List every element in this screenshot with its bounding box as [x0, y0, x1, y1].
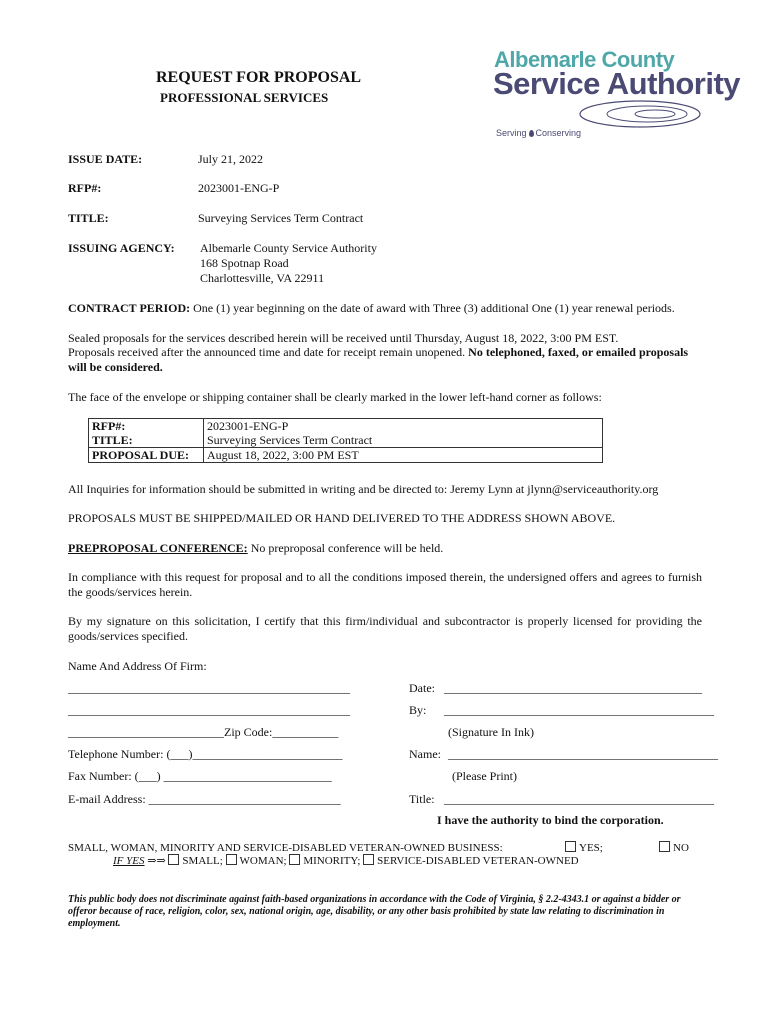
- box-title-text: Surveying Services Term Contract: [207, 433, 373, 447]
- box-rfp-label: [89, 419, 204, 448]
- logo-tagline-conserving: Conserving: [535, 128, 582, 138]
- agency-name: Albemarle County Service Authority: [200, 241, 377, 255]
- box-title-label-text: TITLE:: [92, 433, 133, 447]
- certify-text: By my signature on this solicitation, I certify that this firm/individual and subcontractor is properly licensed for providing the goods/services specified.: [68, 614, 702, 643]
- box-due-value: August 18, 2022, 3:00 PM EST: [204, 448, 603, 463]
- sdv-checkbox[interactable]: [363, 854, 374, 865]
- sealed-line2: [68, 345, 708, 375]
- shipped-text: PROPOSALS MUST BE SHIPPED/MAILED OR HAND DELIVERED TO THE ADDRESS SHOWN ABOVE.: [68, 511, 616, 525]
- woman-checkbox[interactable]: [226, 854, 237, 865]
- agency-city: Charlottesville, VA 22911: [200, 271, 325, 285]
- title-field[interactable]: _____________________________________________: [444, 792, 714, 806]
- preproposal: [68, 541, 443, 556]
- sealed-line1: Sealed proposals for the services described herein will be received until Thursday, August 18, 2022, 3:00 PM EST.: [68, 331, 619, 345]
- email-field[interactable]: E-mail Address: ________________________________: [68, 792, 341, 806]
- name-field[interactable]: _____________________________________________: [448, 747, 718, 761]
- swam-no[interactable]: [659, 841, 689, 856]
- print-note: (Please Print): [452, 769, 517, 783]
- agency-label: ISSUING AGENCY:: [68, 241, 175, 255]
- page-subtitle: PROFESSIONAL SERVICES: [160, 90, 329, 105]
- preproposal-text: No preproposal conference will be held.: [250, 541, 444, 555]
- date-label: Date:: [409, 681, 435, 695]
- signature-field[interactable]: _____________________________________________: [444, 703, 714, 717]
- nondiscrimination-footer: This public body does not discriminate against faith-based organizations in accordance with the Code of Virginia, § 2.2-4343.1 or against a bidder or offeror because of race, religion, color, sex, national origin, age, disability, or any other basis prohibited by state law relating to discrimination in employment.: [68, 894, 681, 929]
- zip-code-field[interactable]: __________________________Zip Code:___________: [68, 725, 339, 739]
- telephone-field[interactable]: Telephone Number: (___)_________________________: [68, 747, 343, 761]
- title-label: TITLE:: [68, 211, 109, 225]
- title-value: Surveying Services Term Contract: [198, 211, 364, 225]
- envelope-label-box: [88, 418, 603, 463]
- rfp-label: RFP#:: [68, 181, 102, 195]
- firm-label: Name And Address Of Firm:: [68, 659, 207, 673]
- minority-label: MINORITY;: [303, 855, 361, 867]
- envelope-instruction: The face of the envelope or shipping container shall be clearly marked in the lower left-hand corner as follows:: [68, 390, 602, 404]
- box-rfp-text: 2023001-ENG-P: [207, 419, 289, 433]
- sealed-unopened: Proposals received after the announced time and date for receipt remain unopened.: [68, 345, 466, 359]
- fax-field[interactable]: Fax Number: (___) ____________________________: [68, 769, 332, 783]
- table-row: [89, 448, 603, 463]
- no-label: NO: [673, 842, 689, 854]
- box-rfp-value: [204, 419, 603, 448]
- date-field[interactable]: ___________________________________________: [444, 681, 702, 695]
- box-rfp-label-text: RFP#:: [92, 419, 126, 433]
- firm-name-field[interactable]: _______________________________________________: [68, 681, 350, 695]
- logo-ripple-icon: [575, 96, 705, 132]
- compliance-text: In compliance with this request for proposal and to all the conditions imposed therein, the undersigned offers and agrees to furnish the goods/services herein.: [68, 570, 702, 599]
- swam-if-yes-row: [113, 854, 579, 869]
- logo-line1: Albemarle County: [494, 47, 675, 72]
- yes-label: YES;: [579, 842, 603, 854]
- table-row: [89, 419, 603, 448]
- firm-address-field[interactable]: _______________________________________________: [68, 703, 350, 717]
- issue-date-label: ISSUE DATE:: [68, 152, 143, 166]
- if-yes-label: IF YES: [113, 855, 145, 867]
- logo-tagline-serving: Serving: [496, 128, 527, 138]
- by-label: By:: [409, 703, 427, 717]
- logo-tagline: [496, 126, 581, 141]
- minority-checkbox[interactable]: [289, 854, 300, 865]
- agency-street: 168 Spotnap Road: [200, 256, 289, 270]
- contract-period-text: One (1) year beginning on the date of award with Three (3) additional One (1) year renewal periods.: [193, 301, 675, 315]
- signature-note: (Signature In Ink): [448, 725, 534, 739]
- name-label: Name:: [409, 747, 441, 761]
- box-due-label: PROPOSAL DUE:: [89, 448, 204, 463]
- authority-statement: I have the authority to bind the corporation.: [437, 813, 664, 827]
- no-checkbox[interactable]: [659, 841, 670, 852]
- logo-line2: Service Authority: [493, 66, 741, 101]
- contract-period: [68, 301, 675, 316]
- yes-checkbox[interactable]: [565, 841, 576, 852]
- sdv-label: SERVICE-DISABLED VETERAN-OWNED: [377, 855, 579, 867]
- contract-period-label: CONTRACT PERIOD:: [68, 301, 191, 315]
- preproposal-label: PREPROPOSAL CONFERENCE:: [68, 541, 248, 555]
- water-drop-icon: [529, 130, 534, 137]
- title-field-label: Title:: [409, 792, 435, 806]
- swam-question: SMALL, WOMAN, MINORITY AND SERVICE-DISABLED VETERAN-OWNED BUSINESS:: [68, 842, 503, 854]
- issue-date-value: July 21, 2022: [198, 152, 264, 166]
- rfp-value: 2023001-ENG-P: [198, 181, 280, 195]
- arrow-icon: ⇒⇒: [147, 855, 166, 867]
- inquiries-text: All Inquiries for information should be submitted in writing and be directed to: Jeremy Lynn at jlynn@serviceauthority.org: [68, 482, 659, 496]
- sealed-no-telephoned: No telephoned, faxed, or emailed proposals will be considered.: [68, 345, 689, 374]
- woman-label: WOMAN;: [239, 855, 287, 867]
- small-checkbox[interactable]: [168, 854, 179, 865]
- page-title: REQUEST FOR PROPOSAL: [156, 69, 362, 86]
- small-label: SMALL;: [182, 855, 223, 867]
